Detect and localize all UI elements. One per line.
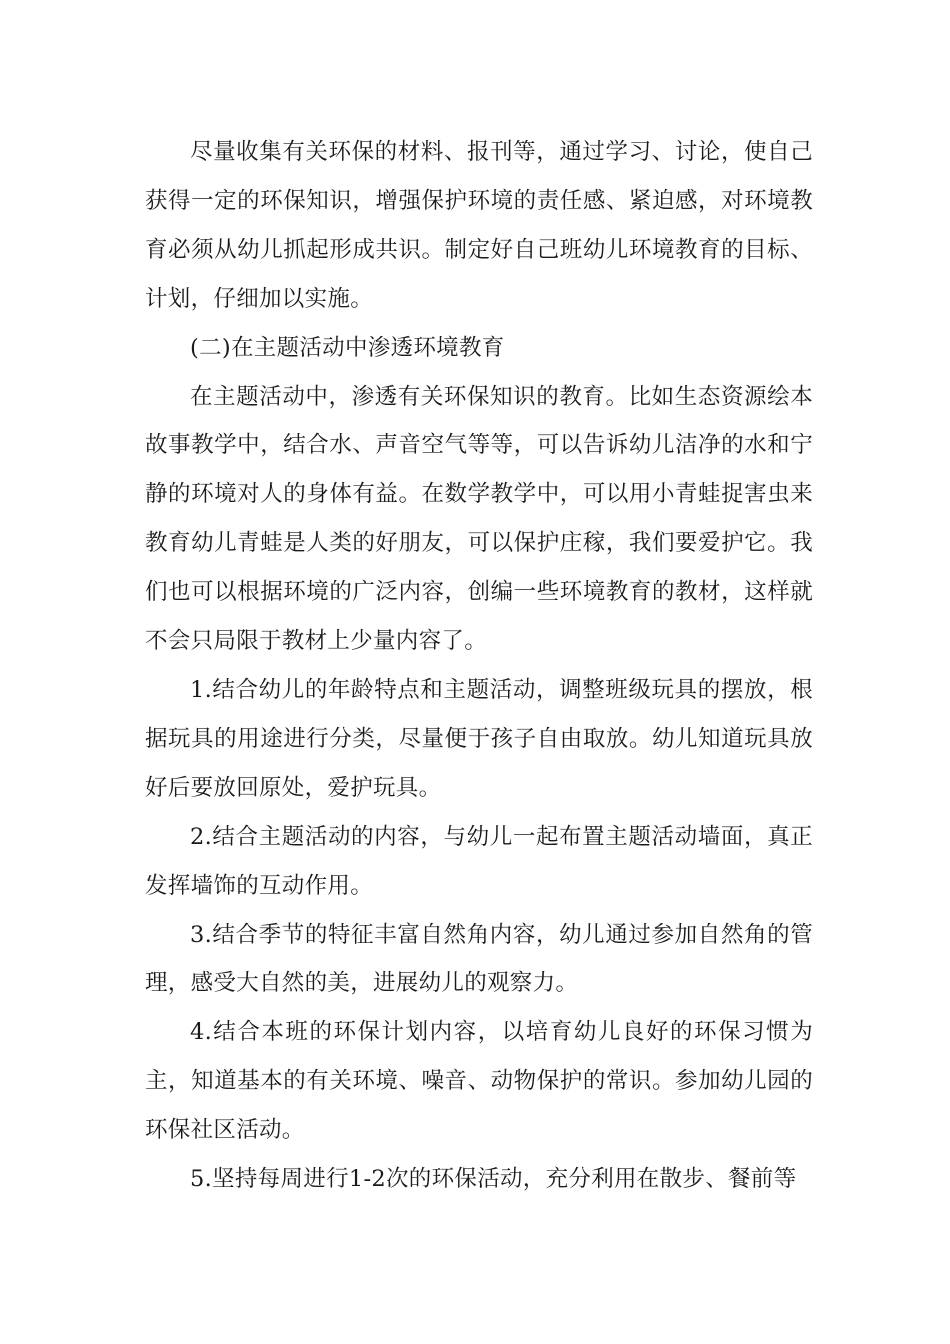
paragraph-theme-activities: 在主题活动中，渗透有关环保知识的教育。比如生态资源绘本故事教学中，结合水、声音空气等等，可以告诉幼儿洁净的水和宁静的环境对人的身体有益。在数学教学中，可以用小青蛙捉害虫来教育幼儿青蛙是人类的好朋友，可以保护庄稼，我们要爱护它。我们也可以根据环境的广泛内容，创编一些环境教育的教材，这样就不会只局限于教材上少量内容了。: [145, 383, 813, 655]
list-item-5-weekly-activities: 5.坚持每周进行1-2次的环保活动，充分利用在散步、餐前等: [190, 1166, 797, 1193]
paragraph-environmental-materials: 尽量收集有关环保的材料、报刊等，通过学习、讨论，使自己获得一定的环保知识，增强保护环境的责任感、紧迫感，对环境教育必须从幼儿抓起形成共识。制定好自己班幼儿环境教育的目标、计划，仔细加以实施。: [145, 139, 813, 312]
list-item-3-nature-corner: 3.结合季节的特征丰富自然角内容，幼儿通过参加自然角的管理，感受大自然的美，进展幼儿的观察力。: [145, 921, 813, 997]
list-item-2-wall-decor: 2.结合主题活动的内容，与幼儿一起布置主题活动墙面，真正发挥墙饰的互动作用。: [145, 823, 813, 899]
list-item-4-habits: 4.结合本班的环保计划内容，以培育幼儿良好的环保习惯为主，知道基本的有关环境、噪音、动物保护的常识。参加幼儿园的环保社区活动。: [145, 1019, 813, 1144]
section-heading-theme-activities: (二)在主题活动中渗透环境教育: [190, 334, 505, 361]
list-item-1-toys: 1.结合幼儿的年龄特点和主题活动，调整班级玩具的摆放，根据玩具的用途进行分类，尽量便于孩子自由取放。幼儿知道玩具放好后要放回原处，爱护玩具。: [145, 676, 813, 801]
document-body: [145, 128, 813, 1204]
